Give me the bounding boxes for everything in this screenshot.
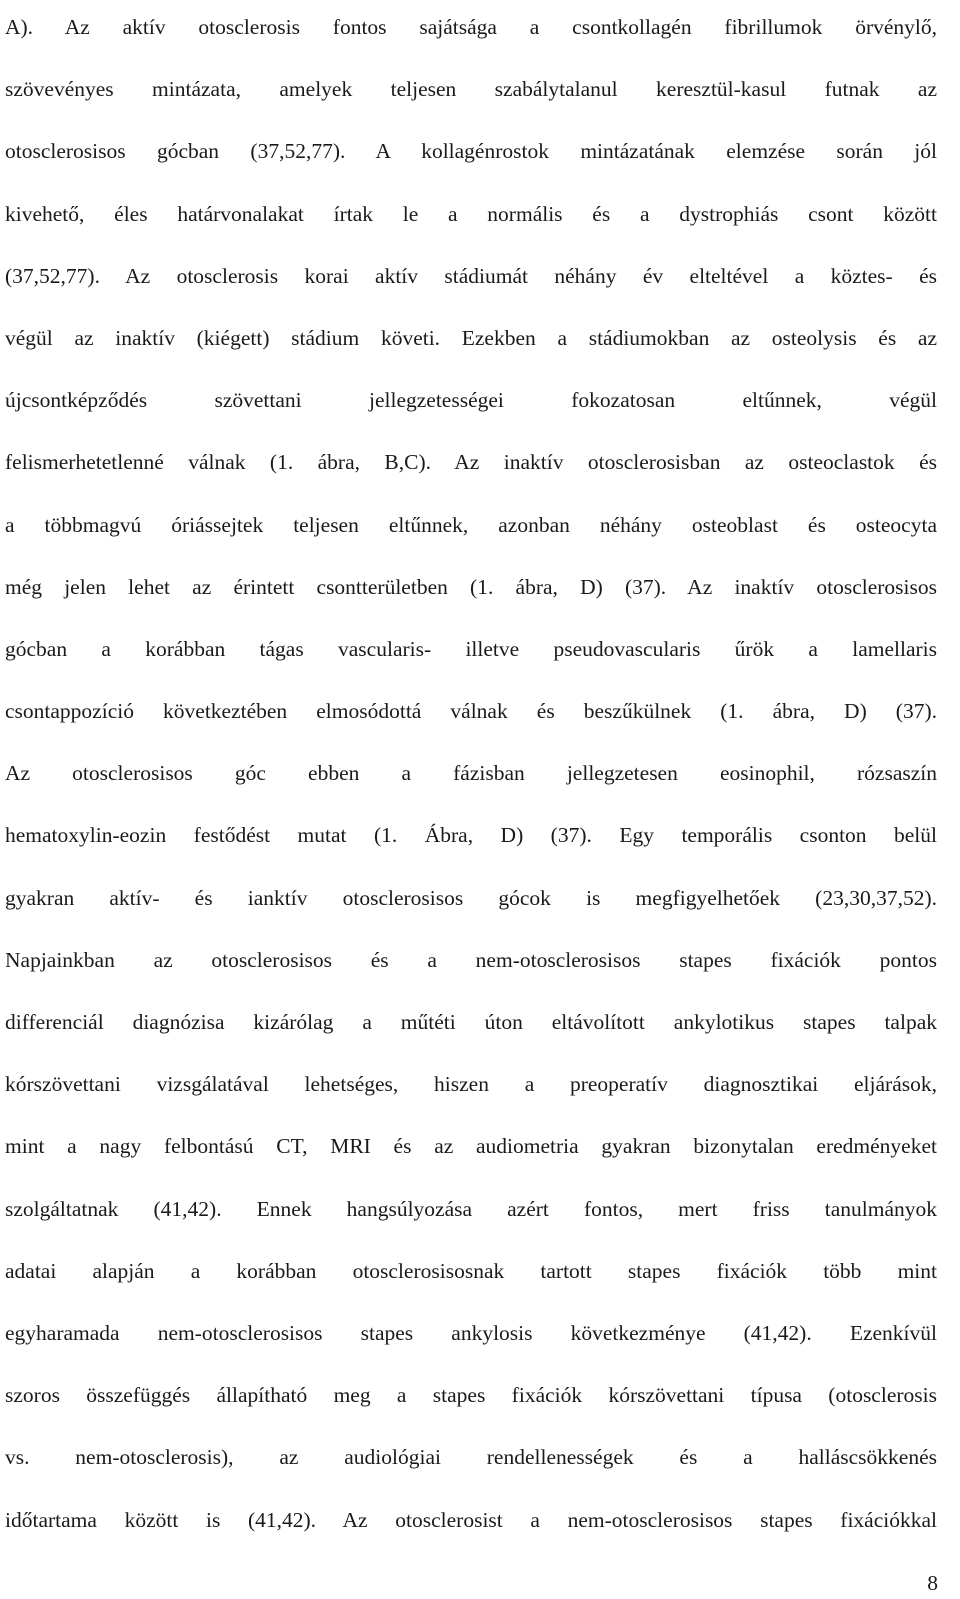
text-line: szolgáltatnak (41,42). Ennek hangsúlyozása azért fontos, mert friss tanulmányok (5, 1196, 937, 1221)
text-line: Az otosclerosisos góc ebben a fázisban jellegzetesen eosinophil, rózsaszín (5, 761, 937, 786)
text-line: (37,52,77). Az otosclerosis korai aktív stádiumát néhány év elteltével a köztes- és (5, 263, 937, 288)
text-line: szövevényes mintázata, amelyek teljesen szabálytalanul keresztül-kasul futnak az (5, 77, 937, 102)
text-line: otosclerosisos gócban (37,52,77). A kollagénrostok mintázatának elemzése során jól (5, 139, 937, 164)
text-line: időtartama között is (41,42). Az otosclerosist a nem-otosclerosisos stapes fixációkkal (5, 1507, 937, 1532)
text-line: felismerhetetlenné válnak (1. ábra, B,C). Az inaktív otosclerosisban az osteoclastok és (5, 450, 937, 475)
text-line: gócban a korábban tágas vascularis- illetve pseudovascularis űrök a lamellaris (5, 636, 937, 661)
text-line: kivehető, éles határvonalakat írtak le a normális és a dystrophiás csont között (5, 201, 937, 226)
text-line: szoros összefüggés állapítható meg a stapes fixációk kórszövettani típusa (otosclerosis (5, 1383, 937, 1408)
text-line: A). Az aktív otosclerosis fontos sajátsága a csontkollagén fibrillumok örvénylő, (5, 15, 937, 39)
text-line: mint a nagy felbontású CT, MRI és az audiometria gyakran bizonytalan eredményeket (5, 1134, 937, 1159)
text-line: differenciál diagnózisa kizárólag a műtéti úton eltávolított ankylotikus stapes talpak (5, 1010, 937, 1034)
body-text (5, 0, 937, 1551)
text-line: Napjainkban az otosclerosisos és a nem-otosclerosisos stapes fixációk pontos (5, 947, 937, 972)
text-line: újcsontképződés szövettani jellegzetességei fokozatosan eltűnnek, végül (5, 388, 937, 413)
text-line: a többmagvú óriássejtek teljesen eltűnnek, azonban néhány osteoblast és osteocyta (5, 512, 937, 537)
text-line: egyharamada nem-otosclerosisos stapes ankylosis következménye (41,42). Ezenkívül (5, 1320, 937, 1345)
text-line: kórszövettani vizsgálatával lehetséges, hiszen a preoperatív diagnosztikai eljárások, (5, 1072, 937, 1097)
text-line: még jelen lehet az érintett csontterületben (1. ábra, D) (37). Az inaktív otosclerosisos (5, 574, 937, 599)
text-line: adatai alapján a korábban otosclerosisosnak tartott stapes fixációk több mint (5, 1258, 937, 1283)
text-line: gyakran aktív- és ianktív otosclerosisos gócok is megfigyelhetőek (23,30,37,52). (5, 885, 937, 910)
text-line: hematoxylin-eozin festődést mutat (1. Ábra, D) (37). Egy temporális csonton belül (5, 823, 937, 848)
page-number: 8 (927, 1571, 938, 1595)
text-line: vs. nem-otosclerosis), az audiológiai rendellenességek és a halláscsökkenés (5, 1445, 937, 1470)
text-line: végül az inaktív (kiégett) stádium követi. Ezekben a stádiumokban az osteolysis és az (5, 325, 937, 350)
text-line: csontappozíció következtében elmosódottá válnak és beszűkülnek (1. ábra, D) (37). (5, 699, 937, 724)
